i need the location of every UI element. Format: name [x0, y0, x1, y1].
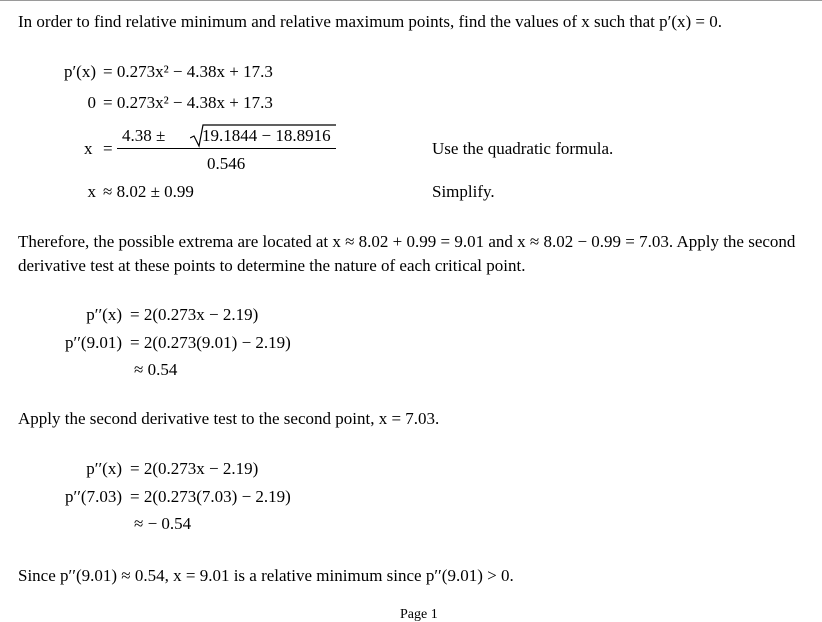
block3-line2-left: p′′(7.03) — [64, 487, 122, 506]
block3-line1-right: = 2(0.273x − 2.19) — [130, 459, 259, 478]
block2-line1-right: = 2(0.273x − 2.19) — [130, 305, 259, 324]
eq2-right: = 0.273x² − 4.38x + 17.3 — [103, 93, 273, 112]
block2-line1-left: p′′(x) — [86, 305, 122, 324]
block3-line2-right: = 2(0.273(7.03) − 2.19) — [130, 487, 291, 506]
eq4-left: x — [87, 182, 96, 201]
fraction-bar — [117, 148, 336, 149]
page-top-border — [0, 0, 822, 1]
block3-result: ≈ − 0.54 — [134, 514, 192, 533]
eq2-left: 0 — [87, 93, 96, 112]
intro-text: In order to find relative minimum and relative maximum points, find the values of x such that p′(x) = 0. — [18, 12, 723, 31]
denominator: 0.546 — [207, 154, 246, 173]
second-point-paragraph: Apply the second derivative test to the second point, x = 7.03. — [18, 409, 440, 428]
conclusion-paragraph: Since p′′(9.01) ≈ 0.54, x = 9.01 is a relative minimum since p′′(9.01) > 0. — [18, 566, 514, 585]
note-quadratic-formula: Use the quadratic formula. — [432, 139, 614, 158]
eq1-right: = 0.273x² − 4.38x + 17.3 — [103, 62, 273, 81]
eq4-right: ≈ 8.02 ± 0.99 — [103, 182, 194, 201]
quadratic-equals: = — [103, 139, 113, 158]
block2-line2-right: = 2(0.273(9.01) − 2.19) — [130, 333, 291, 352]
page-number: Page 1 — [400, 607, 438, 622]
radicand: 19.1844 − 18.8916 — [202, 126, 331, 145]
block2-result: ≈ 0.54 — [134, 360, 178, 379]
square-root — [190, 124, 336, 148]
eq1-left: p′(x) — [63, 62, 96, 81]
block2-line2-left: p′′(9.01) — [64, 333, 122, 352]
extrema-paragraph: Therefore, the possible extrema are located at x ≈ 8.02 + 0.99 = 9.01 and x ≈ 8.02 − 0.99 = 7.03. Apply the second derivative test at these points to determine the nature of each critical point. — [18, 232, 796, 275]
quadratic-x-label: x — [84, 139, 93, 158]
note-simplify: Simplify. — [432, 182, 495, 201]
numerator-prefix: 4.38 ± — [122, 126, 166, 145]
block3-line1-left: p′′(x) — [86, 459, 122, 478]
